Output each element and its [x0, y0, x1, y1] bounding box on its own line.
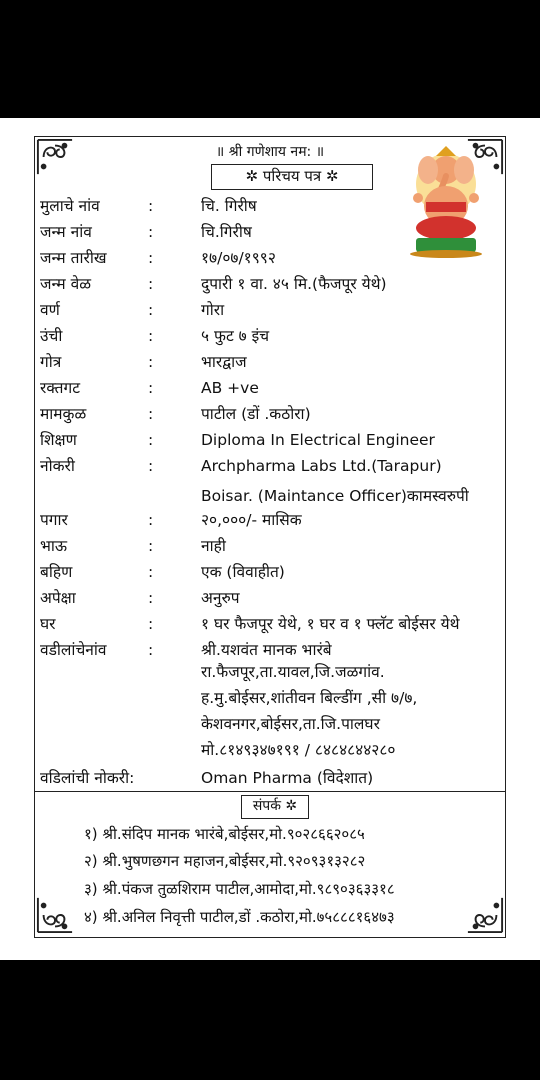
detail-label: वर्ण: [40, 301, 60, 319]
detail-colon: :: [148, 457, 154, 475]
detail-row: [40, 298, 510, 322]
detail-colon: :: [148, 405, 154, 423]
detail-colon: :: [148, 223, 154, 241]
detail-value: ५ फुट ७ इंच: [201, 327, 270, 345]
detail-label: रक्तगट: [40, 379, 81, 397]
detail-row: [40, 350, 510, 374]
detail-label: वडिलांची नोकरी:: [40, 769, 135, 787]
detail-colon: :: [148, 379, 154, 397]
detail-value: चि.गिरीष: [201, 223, 252, 241]
detail-label: भाऊ: [40, 537, 68, 555]
detail-label: नोकरी: [40, 457, 75, 475]
detail-label: पगार: [40, 511, 68, 529]
detail-value: भारद्वाज: [201, 353, 247, 371]
contact-line: २) श्री.भुषणछगन महाजन,बोईसर,मो.९२०९३१३२८२: [84, 852, 366, 870]
contact-line: १) श्री.संदिप मानक भारंबे,बोईसर,मो.९०२८६६२०८५: [84, 825, 365, 843]
detail-colon: :: [148, 615, 154, 633]
detail-label: शिक्षण: [40, 431, 77, 449]
corner-ornament-icon: [36, 896, 74, 934]
detail-row: [40, 534, 510, 558]
detail-row: [40, 766, 510, 790]
detail-colon: :: [148, 563, 154, 581]
detail-row: [40, 638, 510, 662]
detail-colon: :: [148, 353, 154, 371]
detail-value: Oman Pharma (विदेशात): [201, 769, 374, 787]
detail-label: अपेक्षा: [40, 589, 76, 607]
detail-colon: :: [148, 431, 154, 449]
detail-value: AB +ve: [201, 379, 259, 397]
detail-colon: :: [148, 327, 154, 345]
contact-line: ३) श्री.पंकज तुळशिराम पाटील,आमोदा,मो.९८९०३६३३१८: [84, 880, 395, 898]
detail-label: जन्म नांव: [40, 223, 92, 241]
detail-colon: :: [148, 511, 154, 529]
detail-row: [40, 454, 510, 478]
father-address-line: केशवनगर,बोईसर,ता.जि.पालघर: [201, 715, 380, 733]
detail-colon: :: [148, 537, 154, 555]
detail-label: जन्म वेळ: [40, 275, 92, 293]
detail-colon: :: [148, 249, 154, 267]
father-address-line: ह.मु.बोईसर,शांतीवन बिल्डींग ,सी ७/७,: [201, 689, 418, 707]
detail-row: [40, 560, 510, 584]
detail-value: पाटील (डों .कठोरा): [201, 405, 311, 423]
detail-row: [40, 508, 510, 532]
detail-colon: :: [148, 275, 154, 293]
detail-row: [40, 272, 510, 296]
detail-colon: :: [148, 641, 154, 659]
father-address-line: रा.फैजपूर,ता.यावल,जि.जळगांव.: [201, 663, 385, 681]
detail-row: [40, 324, 510, 348]
detail-value: एक (विवाहीत): [201, 563, 285, 581]
detail-row: [40, 428, 510, 452]
detail-row: [40, 402, 510, 426]
biodata-sheet: [0, 118, 540, 960]
detail-value: Diploma In Electrical Engineer: [201, 431, 435, 449]
detail-label: उंची: [40, 327, 63, 345]
detail-value: २०,०००/- मासिक: [201, 511, 302, 529]
detail-label: मुलाचे नांव: [40, 197, 100, 215]
detail-row: [40, 376, 510, 400]
detail-row: [40, 246, 510, 270]
father-mobile-line: मो.८१४९३४७१९१ / ८४८४८४४२८०: [201, 741, 396, 759]
detail-value: दुपारी १ वा. ४५ मि.(फैजपूर येथे): [201, 275, 387, 293]
detail-value: नाही: [201, 537, 226, 555]
detail-label: जन्म तारीख: [40, 249, 107, 267]
detail-value: १ घर फैजपूर येथे, १ घर व १ फ्लॅट बोईसर येथे: [201, 615, 460, 633]
job-continuation: Boisar. (Maintance Officer)कामस्वरुपी: [201, 487, 469, 505]
divider: [34, 791, 506, 792]
detail-row: [40, 612, 510, 636]
detail-value: १७/०७/१९९२: [201, 249, 276, 267]
detail-colon: :: [148, 197, 154, 215]
detail-value: अनुरुप: [201, 589, 240, 607]
detail-row: [40, 220, 510, 244]
detail-value: गोरा: [201, 301, 225, 319]
detail-label: घर: [40, 615, 56, 633]
detail-label: मामकुळ: [40, 405, 87, 423]
contact-heading: संपर्क ✲: [241, 795, 309, 819]
detail-colon: :: [148, 301, 154, 319]
invocation-heading: ॥ श्री गणेशाय नम: ॥: [215, 144, 325, 160]
document-title: ✲ परिचय पत्र ✲: [211, 164, 373, 190]
detail-label: गोत्र: [40, 353, 62, 371]
detail-colon: :: [148, 589, 154, 607]
detail-value: श्री.यशवंत मानक भारंबे: [201, 641, 332, 659]
detail-value: Archpharma Labs Ltd.(Tarapur): [201, 457, 442, 475]
detail-label: वडीलांचेनांव: [40, 641, 107, 659]
detail-row: [40, 194, 510, 218]
detail-value: चि. गिरीष: [201, 197, 257, 215]
detail-row: [40, 586, 510, 610]
detail-label: बहिण: [40, 563, 73, 581]
contact-line: ४) श्री.अनिल निवृत्ती पाटील,डों .कठोरा,मो.७५८८८१६४७३: [84, 908, 395, 926]
